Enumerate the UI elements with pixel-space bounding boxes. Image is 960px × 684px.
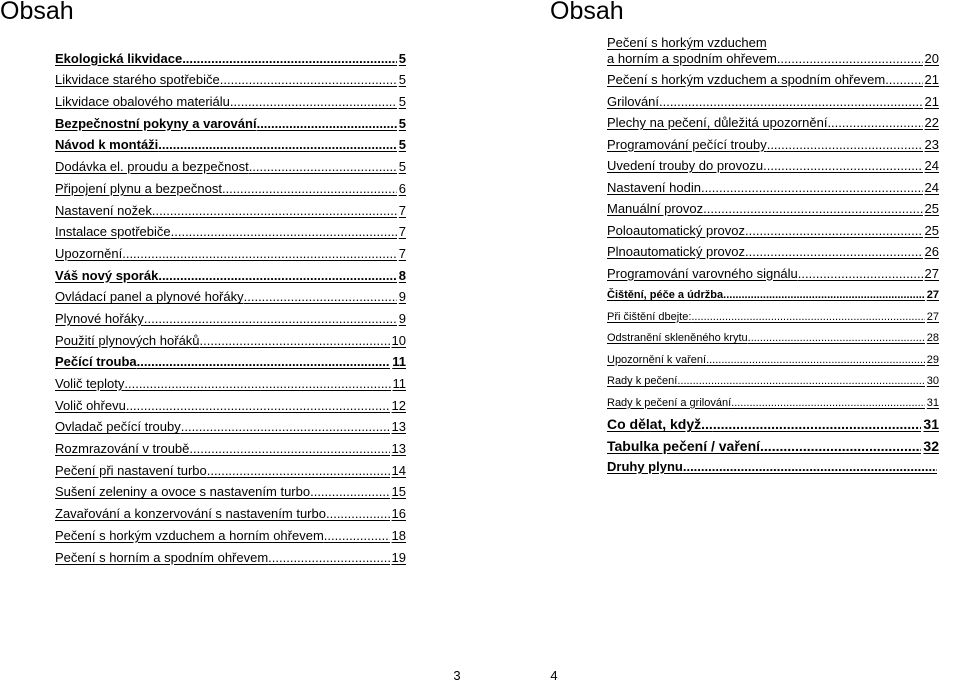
toc-entry[interactable] — [55, 544, 406, 566]
toc-dot-leader — [748, 330, 925, 346]
toc-entry-page: 7 — [398, 224, 406, 240]
table-of-contents — [55, 45, 406, 566]
toc-entry-page: 15 — [391, 484, 406, 500]
toc-entry[interactable] — [607, 196, 939, 218]
toc-entry-page: 25 — [924, 222, 939, 238]
toc-dot-leader — [691, 309, 924, 325]
toc-entry-page: 25 — [924, 201, 939, 216]
toc-entry-page: 5 — [398, 50, 406, 66]
toc-entry[interactable] — [55, 153, 406, 175]
toc-entry[interactable] — [55, 327, 406, 349]
toc-entry-label: Co dělat, když... — [607, 416, 713, 432]
toc-entry[interactable] — [607, 217, 939, 239]
toc-entry[interactable] — [607, 411, 939, 433]
toc-entry-label: Pečící trouba — [55, 354, 137, 370]
toc-entry[interactable] — [607, 325, 939, 347]
toc-entry-label: Uvedení trouby do provozu — [607, 158, 764, 173]
toc-entry[interactable] — [55, 110, 406, 132]
toc-entry-label: Plynové hořáky — [55, 310, 144, 326]
toc-dot-leader — [777, 51, 923, 67]
toc-dot-leader — [767, 137, 923, 153]
toc-entry-label: Pečení při nastavení turbo — [55, 462, 207, 478]
toc-entry-page: 6 — [398, 180, 406, 196]
toc-entry[interactable] — [607, 260, 939, 282]
toc-entry[interactable] — [55, 305, 406, 327]
toc-entry-page: 32 — [923, 437, 939, 454]
toc-entry-page: 5 — [398, 137, 406, 153]
right-page — [480, 0, 960, 684]
toc-dot-leader — [326, 506, 390, 522]
toc-entry-label: Váš nový sporák — [55, 267, 159, 283]
toc-entry[interactable] — [55, 197, 406, 219]
toc-entry-page: 31 — [923, 416, 939, 432]
toc-entry[interactable] — [607, 34, 939, 67]
toc-entry[interactable] — [55, 284, 406, 306]
toc-entry[interactable] — [607, 131, 939, 153]
toc-entry-label: Volič teploty — [55, 376, 125, 391]
toc-entry-label: Programování varovného signálu — [607, 265, 798, 281]
toc-entry-label: Odstranění skleněného krytu — [607, 332, 748, 344]
toc-entry-page: 7 — [398, 202, 406, 218]
toc-dot-leader — [222, 181, 397, 197]
toc-entry-page: 12 — [391, 397, 406, 413]
toc-entry[interactable] — [55, 262, 406, 284]
toc-entry-page: 22 — [924, 115, 939, 130]
toc-dot-leader — [310, 484, 389, 500]
toc-entry[interactable] — [55, 435, 406, 457]
toc-entry-page: 14 — [391, 462, 406, 478]
toc-dot-leader — [798, 266, 923, 282]
toc-entry[interactable] — [55, 45, 406, 67]
toc-entry[interactable] — [607, 389, 939, 411]
toc-entry-page: 16 — [391, 506, 406, 522]
toc-dot-leader — [158, 137, 396, 153]
toc-dot-leader — [171, 224, 397, 240]
toc-entry-label: Plechy na pečení, důležitá upozornění — [607, 115, 828, 130]
toc-dot-leader — [659, 94, 923, 110]
toc-entry[interactable] — [607, 239, 939, 261]
toc-entry-page: 24 — [924, 158, 939, 173]
toc-entry-page: 5 — [398, 72, 406, 88]
toc-entry-page: 31 — [926, 396, 939, 409]
toc-entry-label: Rozmrazování v troubě — [55, 441, 190, 457]
toc-dot-leader — [137, 354, 391, 370]
toc-entry-page: 26 — [924, 244, 939, 259]
toc-entry-page: 5 — [398, 115, 406, 131]
toc-entry-label: Nastavení hodin — [607, 179, 701, 195]
toc-entry-label: Připojení plynu a bezpečnost — [55, 180, 222, 196]
toc-entry-label: Pečení s horním a spodním ohřevem — [55, 549, 269, 565]
toc-entry-page: 24 — [924, 179, 939, 195]
toc-entry-page: 9 — [398, 310, 406, 326]
toc-entry-label: Poloautomatický provoz — [607, 222, 746, 238]
toc-entry-page: 8 — [398, 267, 406, 283]
toc-entry[interactable] — [55, 414, 406, 436]
toc-entry[interactable] — [55, 392, 406, 414]
toc-entry-label: Ekologická likvidace — [55, 50, 183, 66]
toc-dot-leader — [152, 203, 397, 219]
toc-entry-page: 27 — [926, 310, 939, 323]
toc-entry-label: Zavařování a konzervování s nastavením turbo — [55, 506, 326, 522]
toc-entry[interactable] — [55, 88, 406, 110]
toc-entry-label: Rady k pečení — [607, 375, 678, 387]
toc-dot-leader — [268, 550, 389, 566]
toc-entry-label-continued: a horním a spodním ohřevem — [607, 50, 777, 66]
toc-entry-page: 10 — [391, 332, 406, 348]
toc-entry-label: Ovladač pečící trouby — [55, 419, 181, 435]
toc-dot-leader — [723, 287, 925, 303]
toc-dot-leader — [158, 268, 396, 284]
toc-entry[interactable] — [607, 67, 939, 89]
toc-entry[interactable] — [55, 240, 406, 262]
toc-dot-leader — [257, 116, 397, 132]
toc-entry-label: Plnoautomatický provoz — [607, 244, 746, 259]
toc-entry-label: Likvidace obalového materiálu — [55, 94, 230, 110]
toc-entry-page: 19 — [391, 549, 406, 565]
toc-dot-leader — [731, 395, 925, 411]
toc-dot-leader — [144, 311, 397, 327]
toc-entry-label: Pečení s horkým vzduchem — [607, 34, 767, 50]
page-number: 3 — [453, 668, 461, 683]
toc-entry[interactable] — [55, 457, 406, 479]
toc-entry-label: Ovládací panel a plynové hořáky — [55, 289, 244, 305]
toc-entry[interactable] — [607, 454, 939, 476]
toc-entry-page: 20 — [924, 50, 939, 66]
toc-entry-label: Manuální provoz — [607, 201, 704, 216]
toc-dot-leader — [677, 373, 924, 389]
toc-entry[interactable] — [55, 219, 406, 241]
toc-entry-page: 21 — [924, 93, 939, 109]
toc-dot-leader — [713, 416, 922, 432]
toc-entry[interactable] — [55, 132, 406, 154]
toc-dot-leader — [249, 159, 397, 175]
toc-entry-page: 5 — [398, 94, 406, 110]
toc-entry-page: 11 — [392, 376, 406, 391]
toc-dot-leader — [827, 115, 922, 131]
toc-entry-label: Volič ohřevu — [55, 397, 126, 413]
toc-dot-leader — [763, 158, 922, 174]
page-title: Obsah — [0, 0, 74, 25]
toc-entry[interactable] — [55, 370, 406, 392]
toc-entry-page: 27 — [924, 265, 939, 281]
toc-entry-page: 13 — [391, 419, 406, 435]
toc-entry-page: 28 — [926, 332, 939, 344]
toc-dot-leader — [885, 72, 922, 88]
toc-dot-leader — [230, 94, 397, 110]
toc-dot-leader — [760, 438, 921, 454]
toc-dot-leader — [200, 333, 390, 349]
toc-entry-label: Upozornění k vaření — [607, 353, 707, 366]
toc-entry[interactable] — [607, 303, 939, 325]
toc-entry[interactable] — [607, 88, 939, 110]
toc-dot-leader — [683, 459, 937, 475]
toc-entry[interactable] — [607, 368, 939, 390]
toc-dot-leader — [181, 419, 390, 435]
toc-dot-leader — [745, 223, 923, 239]
toc-entry-label: Druhy plynu — [607, 459, 683, 474]
toc-dot-leader — [706, 352, 925, 368]
toc-entry-label: Programování pečící trouby — [607, 136, 767, 152]
toc-entry-label: Upozornění — [55, 245, 123, 261]
toc-dot-leader — [220, 72, 397, 88]
toc-entry-label: Použití plynových hořáků — [55, 332, 200, 348]
toc-dot-leader — [701, 180, 923, 196]
toc-dot-leader — [126, 398, 390, 414]
toc-entry-page: 7 — [398, 245, 406, 261]
toc-entry-page: 23 — [924, 136, 939, 152]
toc-entry-page: 30 — [926, 375, 939, 387]
toc-entry[interactable] — [607, 153, 939, 175]
toc-dot-leader — [122, 246, 397, 262]
table-of-contents — [607, 34, 939, 475]
toc-entry-label: Čištění, péče a údržba — [607, 289, 724, 301]
toc-dot-leader — [324, 528, 390, 544]
toc-entry-label: Při čištění dbejte: — [607, 310, 692, 323]
toc-entry-label: Sušení zeleniny a ovoce s nastavením turbo — [55, 484, 311, 500]
toc-entry[interactable] — [607, 282, 939, 304]
toc-entry[interactable] — [55, 349, 406, 371]
toc-entry-label: Instalace spotřebiče — [55, 224, 171, 240]
toc-entry-label: Návod k montáži — [55, 137, 159, 153]
toc-dot-leader — [244, 289, 397, 305]
toc-entry-page: 5 — [398, 159, 406, 175]
toc-entry[interactable] — [55, 500, 406, 522]
toc-entry-label: Rady k pečení a grilování — [607, 396, 732, 409]
toc-entry-label: Bezpečnostní pokyny a varování — [55, 115, 257, 131]
toc-entry-label: Tabulka pečení / vaření — [607, 437, 761, 454]
toc-entry-page: 11 — [392, 354, 406, 370]
toc-dot-leader — [182, 51, 397, 67]
toc-dot-leader — [189, 441, 389, 457]
toc-entry-label: Pečení s horkým vzduchem a horním ohřevem — [55, 527, 324, 543]
toc-entry-page: 18 — [391, 527, 406, 543]
page-title: Obsah — [550, 0, 624, 25]
toc-entry[interactable] — [607, 110, 939, 132]
toc-entry-label: Grilování — [607, 93, 660, 109]
toc-dot-leader — [745, 244, 923, 260]
toc-entry[interactable] — [607, 346, 939, 368]
toc-entry[interactable] — [607, 174, 939, 196]
toc-dot-leader — [207, 463, 390, 479]
toc-entry-label: Dodávka el. proudu a bezpečnost — [55, 159, 249, 175]
page-number: 4 — [550, 668, 558, 683]
toc-entry-label: Nastavení nožek — [55, 202, 152, 218]
toc-entry-page: 21 — [924, 72, 939, 87]
toc-entry-page: 29 — [926, 353, 939, 366]
toc-entry[interactable] — [607, 432, 939, 454]
toc-entry-page: 27 — [926, 289, 939, 301]
toc-entry-page: 13 — [391, 441, 406, 457]
toc-entry[interactable] — [55, 522, 406, 544]
toc-entry-label: Pečení s horkým vzduchem a spodním ohřevem — [607, 72, 886, 87]
toc-entry-label: Likvidace starého spotřebiče — [55, 72, 220, 88]
toc-entry[interactable] — [55, 67, 406, 89]
toc-dot-leader — [124, 376, 390, 392]
toc-entry[interactable] — [55, 175, 406, 197]
toc-entry[interactable] — [55, 479, 406, 501]
toc-entry-page: 9 — [398, 289, 406, 305]
toc-dot-leader — [703, 201, 922, 217]
